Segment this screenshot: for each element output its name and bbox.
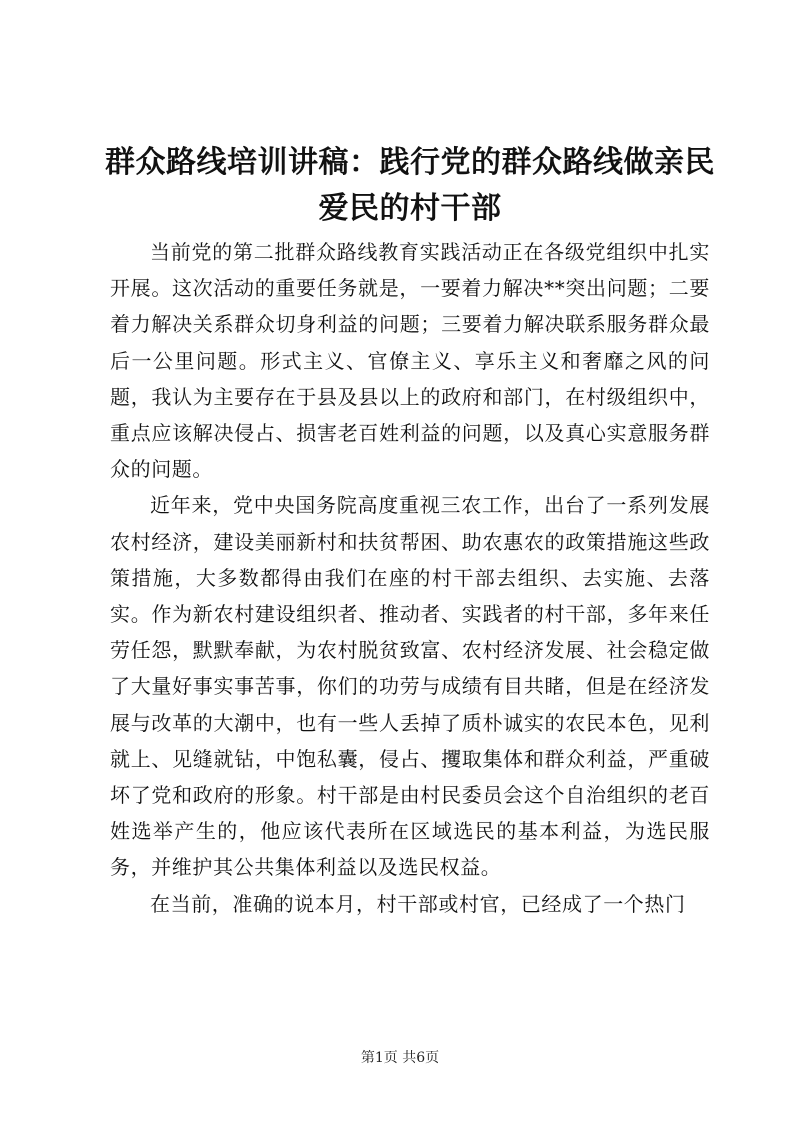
page-footer: 第1页 共6页 <box>360 1050 440 1066</box>
title-line-2: 爱民的村干部 <box>318 191 502 226</box>
paragraph-1: 当前党的第二批群众路线教育实践活动正在各级党组织中扎实开展。这次活动的重要任务就是，一要着力解决**突出问题；二要着力解决关系群众切身利益的问题；三要着力解决联系服务群众最后一公里问题。形式主义、官僚主义、享乐主义和奢靡之风的问题，我认为主要存在于县及县以上的政府和部门，在村级组织中，重点应该解决侵占、损害老百姓利益的问题，以及真心实意服务群众的问题。 <box>110 240 710 482</box>
title-line-1: 群众路线培训讲稿：践行党的群众路线做亲民 <box>105 145 715 180</box>
paragraph-2: 近年来，党中央国务院高度重视三农工作，出台了一系列发展农村经济，建设美丽新村和扶贫帮困、助农惠农的政策措施这些政策措施，大多数都得由我们在座的村干部去组织、去实施、去落实。作为新农村建设组织者、推动者、实践者的村干部，多年来任劳任怨，默默奉献，为农村脱贫致富、农村经济发展、社会稳定做了大量好事实事苦事，你们的功劳与成绩有目共睹，但是在经济发展与改革的大潮中，也有一些人丢掉了质朴诚实的农民本色，见利就上、见缝就钻，中饱私囊，侵占、攫取集体和群众利益，严重破坏了党和政府的形象。村干部是由村民委员会这个自治组织的老百姓选举产生的，他应该代表所在区域选民的基本利益，为选民服务，并维护其公共集体利益以及选民权益。 <box>110 493 710 880</box>
document-title <box>100 140 720 232</box>
document-body <box>110 234 710 922</box>
paragraph-3: 在当前，准确的说本月，村干部或村官，已经成了一个热门 <box>150 891 686 916</box>
